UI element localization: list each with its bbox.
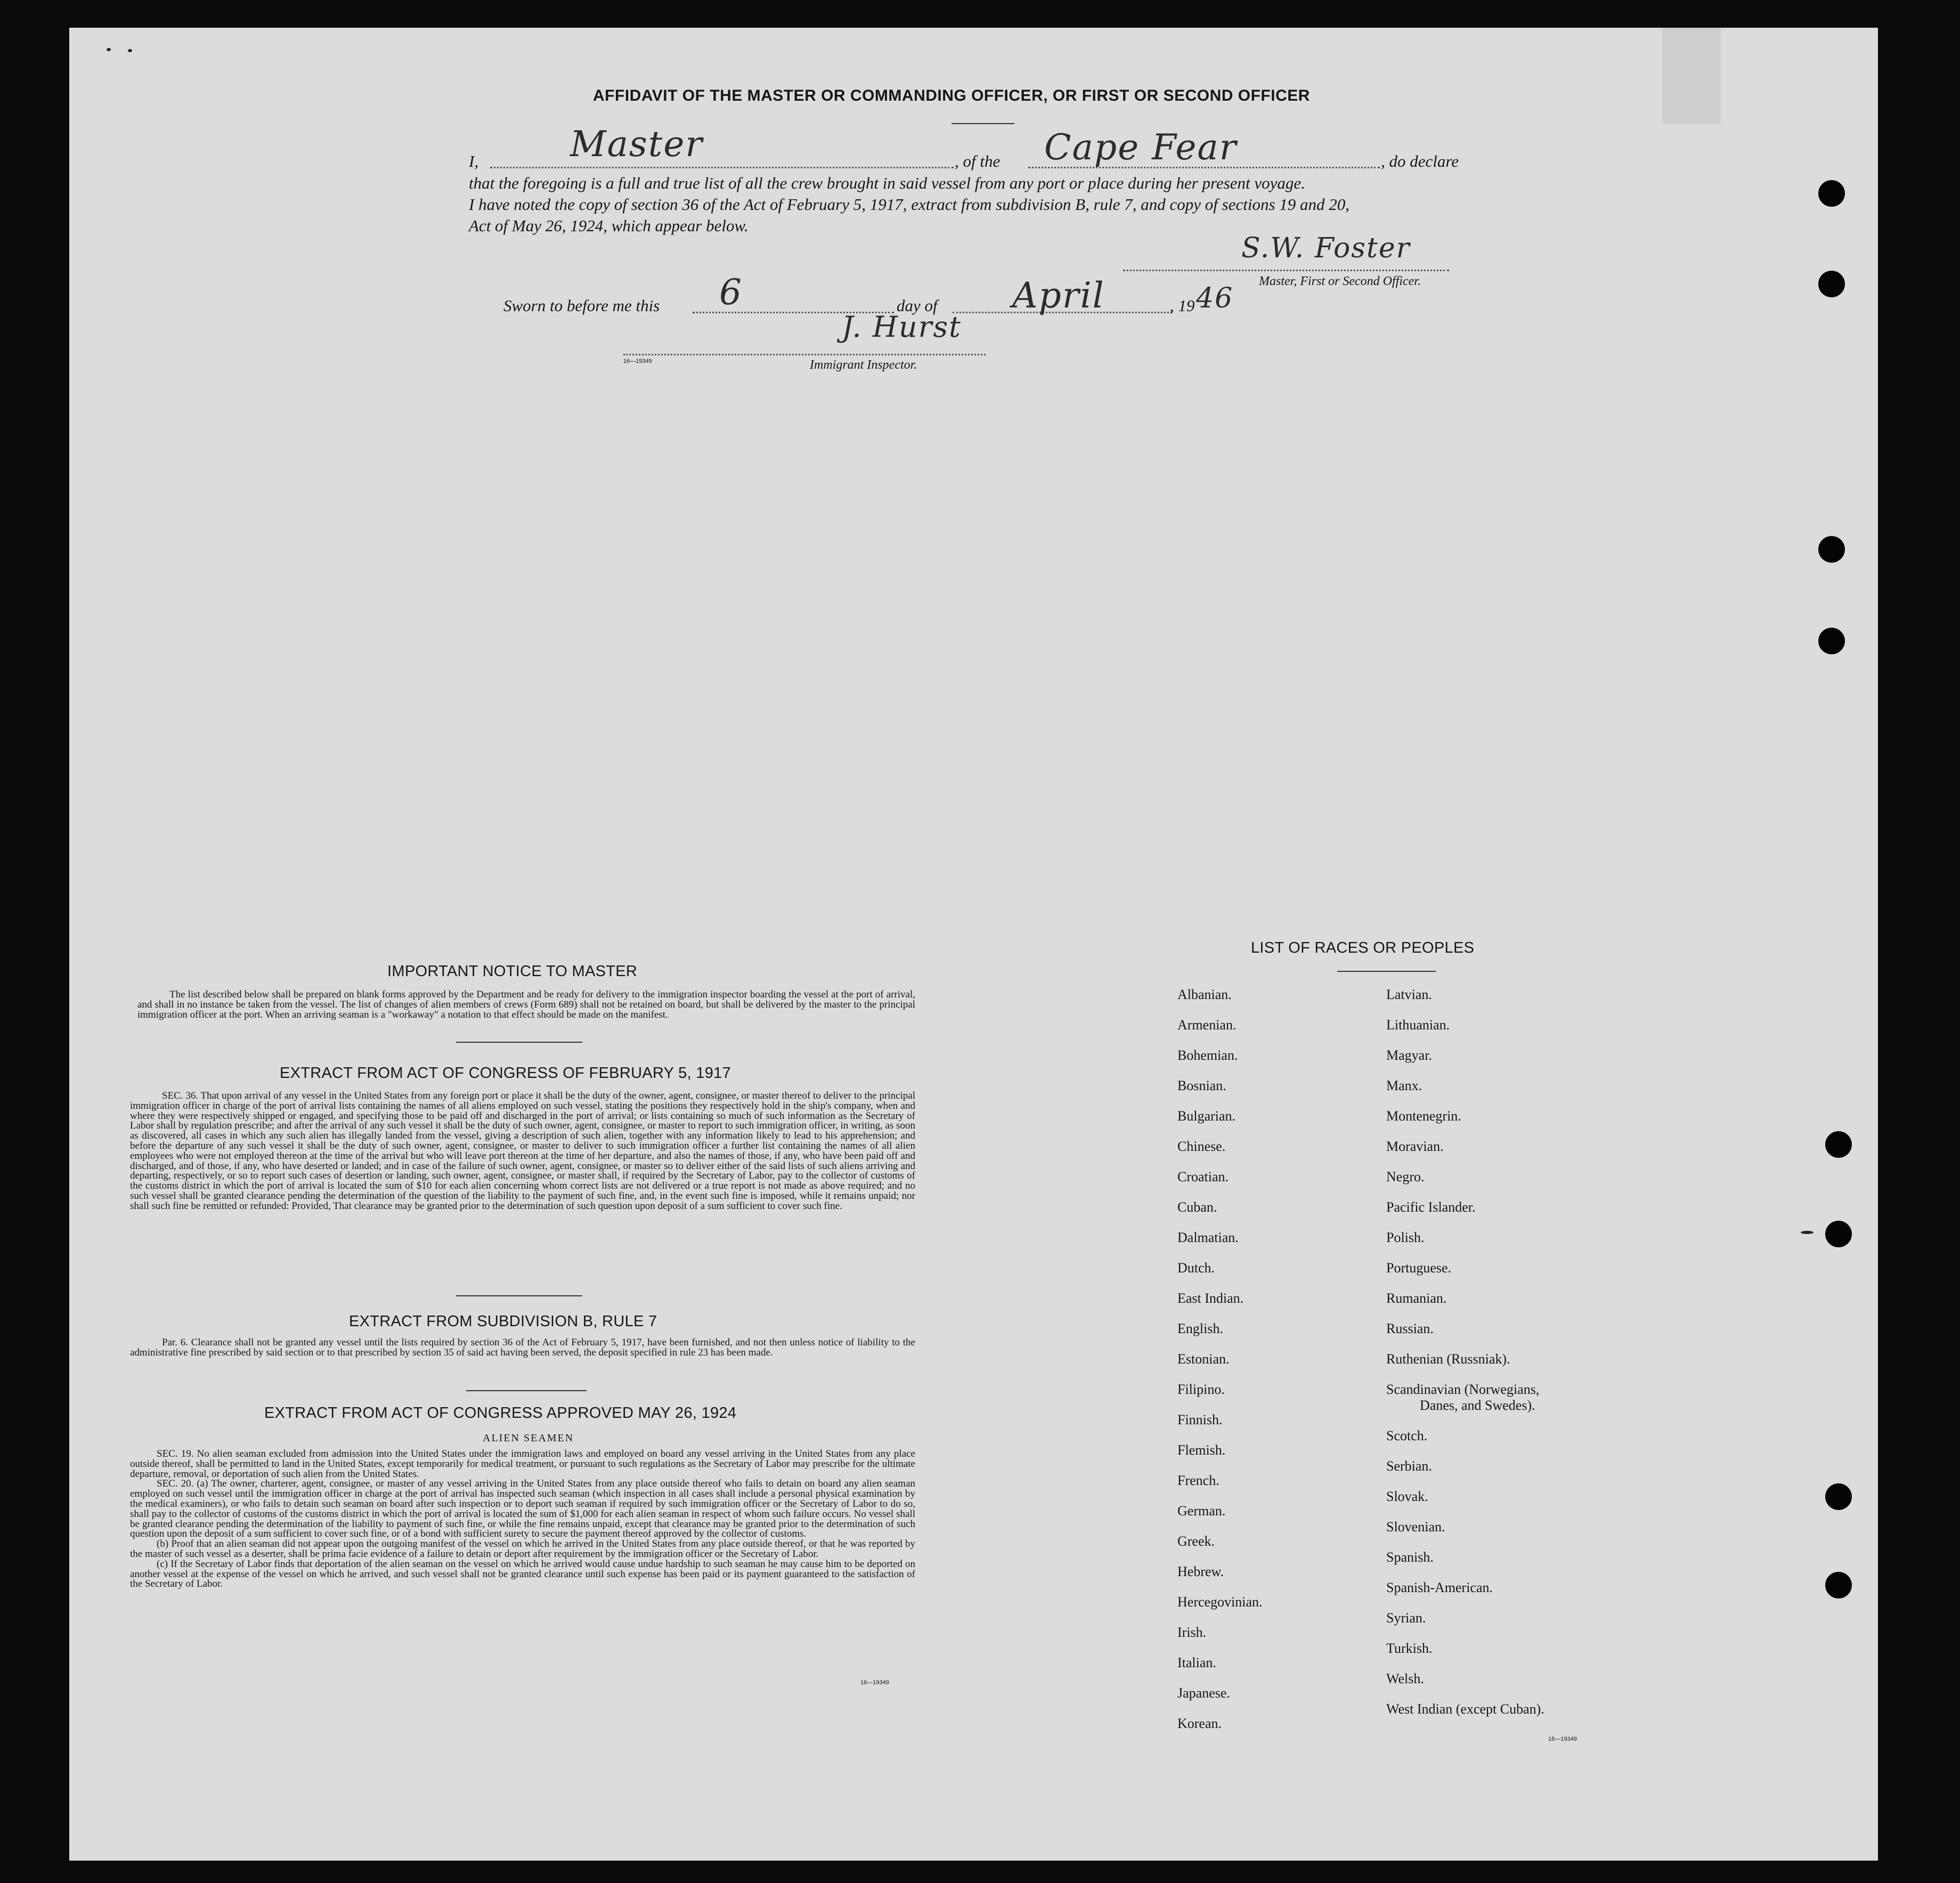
section-20a-paragraph: SEC. 20. (a) The owner, charterer, agent, consignee, or master of any vessel arriving in the United States from any place outside thereof who fails to detain on board any alien seaman employed on such vessel until the immigration officer in charge at the port of arrival has inspected such seaman (which inspection in all cases shall include a personal physical examination by the medical examiners), or who fails to detain such seaman on board after such inspection or to deport such seaman if required by such immigration officer or the Secretary of Labor to do so, shall pay to the collector of customs of the customs district in which the port of arrival is located the sum of $1,000 for each alien seaman in respect of whom such failure occurs. No vessel shall be granted clearance pending the determination of the liability to payment of such fine, or while the fine remains unpaid, except that clearance may be granted prior to the determination of such question upon the deposit of a sum sufficient to cover such fine, or of a bond with sufficient surety to secure the payment thereof approved by the collector of customs. xyxy=(130,1478,915,1540)
speck xyxy=(107,48,111,51)
form-number: 16—19349 xyxy=(623,358,652,364)
race-item: Turkish. xyxy=(1386,1641,1433,1656)
declaration-declare: , do declare xyxy=(1381,152,1459,171)
race-item: Filipino. xyxy=(1177,1382,1225,1397)
speck xyxy=(1801,1231,1813,1234)
race-item: Polish. xyxy=(1386,1230,1425,1245)
race-item: French. xyxy=(1177,1473,1219,1488)
race-item: West Indian (except Cuban). xyxy=(1386,1701,1544,1717)
paragraph-6: Par. 6. Clearance shall not be granted any vessel until the lists required by section 36 of the Act of February 5, 1917, have been furnished, and not then unless notice of liability to the administrative fine prescribed by said section or to that prescribed by section 35 of said act having been served, the deposit specified in rule 23 has been made. xyxy=(130,1337,915,1358)
sworn-day-handwriting: 6 xyxy=(719,272,743,313)
rule-7-text xyxy=(130,1338,915,1358)
inspector-line xyxy=(623,354,986,355)
race-item: Slovak. xyxy=(1386,1489,1428,1504)
divider xyxy=(456,1042,582,1043)
race-item: Rumanian. xyxy=(1386,1290,1447,1306)
section-36-paragraph: SEC. 36. That upon arrival of any vessel in the United States from any foreign port or place it shall be the duty of the owner, agent, consignee, or master thereof to deliver to the principal immigration officer in charge of the port of arrival lists containing the names of all aliens employed on such vessel, stating the positions they respectively hold in the ship's company, when and where they were respectively shipped or engaged, and specifying those to be paid off and discharged in the port of arrival; or lists containing so much of such information as the Secretary of Labor shall by regulation prescribe; and after the arrival of any such vessel it shall be the duty of such owner, agent, consignee, or master to report to such immigration officer, in writing, as soon as discovered, all cases in which any such alien has illegally landed from the vessel, giving a description of such alien, together with any information likely to lead to his apprehension; and before the departure of any such vessel it shall be the duty of such owner, agent, consignee, or master to deliver to such immigration officer a further list containing the names of all alien employees who were not employed thereon at the time of the arrival but who will leave port thereon at the time of her departure, and also the names of those, if any, who have been paid off and discharged, and of those, if any, who have deserted or landed; and in case of the failure of such owner, agent, consignee, or master so to deliver either of the said lists of such aliens arriving and departing, respectively, or so to report such cases of desertion or landing, such owner, agent, consignee, or master shall, if required by the Secretary of Labor, pay to the collector of customs of the customs district in which the port of arrival is located the sum of $10 for each alien concerning whom correct lists are not delivered or a true report is not made as above required; and no such vessel shall be granted clearance pending the determination of the question of the liability to the payment of such fine, and, in the event such fine is imposed, while it remains unpaid; nor shall such fine be remitted or refunded: Provided, That clearance may be granted prior to the determination of such question upon deposit of a sum sufficient to cover such fine. xyxy=(130,1090,915,1212)
binder-hole xyxy=(1818,628,1845,654)
extract-1917-heading: EXTRACT FROM ACT OF CONGRESS OF FEBRUARY 5, 1917 xyxy=(280,1065,731,1082)
race-item: Dalmatian. xyxy=(1177,1230,1239,1245)
race-item: Estonian. xyxy=(1177,1351,1230,1367)
day-of-label: day of xyxy=(897,296,938,315)
race-item: Slovenian. xyxy=(1386,1519,1445,1535)
divider xyxy=(456,1295,582,1296)
race-item: Spanish. xyxy=(1386,1549,1434,1565)
race-item: Hercegovinian. xyxy=(1177,1594,1263,1610)
race-item: German. xyxy=(1177,1503,1226,1519)
race-item: Portuguese. xyxy=(1386,1260,1452,1276)
race-item: Syrian. xyxy=(1386,1610,1426,1626)
race-item: Hebrew. xyxy=(1177,1564,1224,1579)
extract-1924-text xyxy=(130,1449,915,1589)
alien-seamen-subheading: ALIEN SEAMEN xyxy=(483,1432,574,1444)
race-item: Albanian. xyxy=(1177,987,1232,1002)
race-item: Chinese. xyxy=(1177,1139,1226,1154)
binder-hole xyxy=(1825,1572,1852,1598)
section-20b-paragraph: (b) Proof that an alien seaman did not appear upon the outgoing manifest of the vessel on which he arrived in the United States from any place outside thereof, or that he was reported by the master of such vessel as a deserter, shall be prima facie evidence of a failure to detain or deport after requirement by the immigration officer or the Secretary of Labor. xyxy=(130,1538,915,1560)
master-signature: S.W. Foster xyxy=(1241,232,1411,264)
declaration-of: , of the xyxy=(955,152,1001,171)
race-item: Finnish. xyxy=(1177,1412,1223,1427)
race-item: Danes, and Swedes). xyxy=(1420,1398,1535,1413)
extract-1917-text xyxy=(130,1091,915,1212)
signature-line xyxy=(1123,270,1449,271)
rule-7-heading: EXTRACT FROM SUBDIVISION B, RULE 7 xyxy=(349,1313,657,1330)
affidavit-heading: AFFIDAVIT OF THE MASTER OR COMMANDING OFFICER, OR FIRST OR SECOND OFFICER xyxy=(593,87,1310,104)
race-item: Greek. xyxy=(1177,1533,1215,1549)
race-item: Negro. xyxy=(1386,1169,1425,1184)
race-item: Pacific Islander. xyxy=(1386,1199,1476,1215)
race-item: Manx. xyxy=(1386,1078,1422,1093)
binder-hole xyxy=(1818,536,1845,563)
race-item: Scotch. xyxy=(1386,1428,1428,1443)
speck xyxy=(128,49,132,52)
form-number: 16—19349 xyxy=(860,1679,889,1686)
race-item: Italian. xyxy=(1177,1655,1216,1670)
section-19-paragraph: SEC. 19. No alien seaman excluded from admission into the United States under the immigration laws and employed on board any vessel arriving in the United States from any place outside thereof, shall be permitted to land in the United States, except temporarily for medical treatment, or pursuant to such regulations as the Secretary of Labor may prescribe for the ultimate departure, removal, or deportation of such alien from the United States. xyxy=(130,1448,915,1480)
declaration-line3: I have noted the copy of section 36 of the Act of February 5, 1917, extract from subdivision B, rule 7, and copy of sections 19 and 20, xyxy=(469,195,1350,214)
race-item: Bohemian. xyxy=(1177,1048,1238,1063)
notice-text xyxy=(137,990,915,1020)
race-item: Japanese. xyxy=(1177,1685,1230,1701)
divider xyxy=(466,1390,587,1391)
race-item: Bosnian. xyxy=(1177,1078,1226,1093)
section-20c-paragraph: (c) If the Secretary of Labor finds that deportation of the alien seaman on the vessel on which he arrived would cause undue hardship to such seaman he may cause him to be deported on another vessel at the expense of the vessel on which he arrived, and such vessel shall not be granted clearance until such expense has been paid or its payment guaranteed to the satisfaction of the Secretary of Labor. xyxy=(130,1558,915,1590)
race-item: English. xyxy=(1177,1321,1223,1336)
race-item: Dutch. xyxy=(1177,1260,1215,1276)
inspector-caption: Immigrant Inspector. xyxy=(810,358,917,372)
divider xyxy=(951,123,1014,124)
binder-hole xyxy=(1825,1221,1852,1247)
race-item: Lithuanian. xyxy=(1386,1017,1450,1033)
signature-caption: Master, First or Second Officer. xyxy=(1259,274,1421,288)
race-item: Korean. xyxy=(1177,1716,1222,1731)
notice-paragraph: The list described below shall be prepared on blank forms approved by the Department and be ready for delivery to the immigration inspector boarding the vessel at the port of arrival, and shall in no instance be taken from the vessel. The list of changes of alien members of crews (Form 689) shall not be retained on board, but shall be delivered by the master to the principal immigration officer at the port. When an arriving seaman is a "workaway" a notation to that effect should be made on the manifest. xyxy=(137,989,915,1020)
binder-hole xyxy=(1818,271,1845,297)
binder-hole xyxy=(1825,1483,1852,1510)
race-item: Magyar. xyxy=(1386,1048,1432,1063)
declaration-line4: Act of May 26, 1924, which appear below. xyxy=(469,216,749,235)
binder-hole xyxy=(1818,180,1845,207)
race-item: Serbian. xyxy=(1386,1458,1432,1474)
sworn-label: Sworn to before me this xyxy=(503,296,660,315)
sworn-month-handwriting: April xyxy=(1012,275,1105,316)
declaration-i: I, xyxy=(469,152,479,171)
race-item: Flemish. xyxy=(1177,1442,1226,1458)
race-item: Bulgarian. xyxy=(1177,1108,1236,1124)
name-line xyxy=(490,167,954,168)
race-item: Welsh. xyxy=(1386,1671,1424,1686)
race-item: Moravian. xyxy=(1386,1139,1444,1154)
master-handwriting: Master xyxy=(570,124,703,165)
race-item: Scandinavian (Norwegians, xyxy=(1386,1382,1540,1397)
race-item: Croatian. xyxy=(1177,1169,1229,1184)
races-heading: LIST OF RACES OR PEOPLES xyxy=(1251,939,1475,956)
extract-1924-heading: EXTRACT FROM ACT OF CONGRESS APPROVED MAY 26, 1924 xyxy=(264,1405,737,1422)
race-item: Cuban. xyxy=(1177,1199,1217,1215)
year-handwriting: 46 xyxy=(1196,282,1234,314)
year-prefix: , 19 xyxy=(1170,296,1195,315)
notice-heading: IMPORTANT NOTICE TO MASTER xyxy=(387,963,638,980)
inspector-signature: J. Hurst xyxy=(842,310,962,344)
race-item: Spanish-American. xyxy=(1386,1580,1493,1595)
race-item: Montenegrin. xyxy=(1386,1108,1461,1124)
form-number: 16—19349 xyxy=(1548,1736,1577,1742)
vessel-handwriting: Cape Fear xyxy=(1044,127,1238,168)
race-item: Armenian. xyxy=(1177,1017,1237,1033)
binder-hole xyxy=(1825,1131,1852,1158)
race-item: Latvian. xyxy=(1386,987,1432,1002)
divider xyxy=(1337,971,1436,972)
corner-stain xyxy=(1662,28,1721,124)
race-item: Irish. xyxy=(1177,1625,1207,1640)
race-item: East Indian. xyxy=(1177,1290,1244,1306)
race-item: Russian. xyxy=(1386,1321,1434,1336)
declaration-line2: that the foregoing is a full and true list of all the crew brought in said vessel from any port or place during her present voyage. xyxy=(469,174,1305,192)
race-item: Ruthenian (Russniak). xyxy=(1386,1351,1510,1367)
